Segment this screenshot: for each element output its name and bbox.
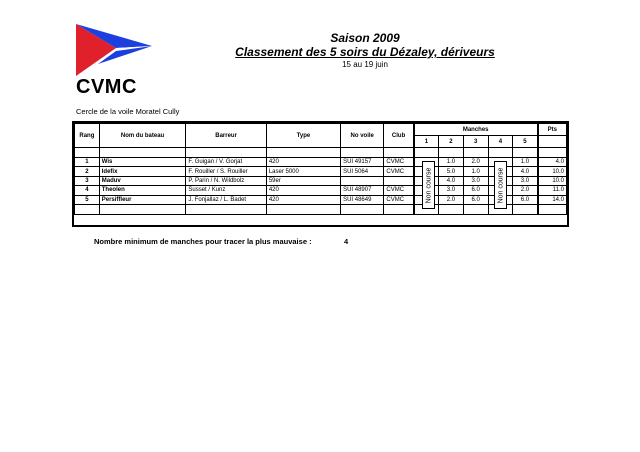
no-voile: SUI 48907 bbox=[341, 186, 384, 195]
manche-3-value: 1.0 bbox=[463, 167, 488, 176]
rang: 3 bbox=[75, 176, 100, 185]
table-row bbox=[75, 158, 567, 167]
results-table bbox=[72, 121, 569, 227]
title-block bbox=[220, 31, 510, 70]
col-voile: No voile bbox=[341, 124, 384, 148]
rang: 2 bbox=[75, 167, 100, 176]
table-row bbox=[75, 176, 567, 185]
footer-label: Nombre minimum de manches pour tracer la plus mauvaise : bbox=[94, 237, 312, 246]
pts: 4.0 bbox=[538, 158, 567, 167]
manche-3: 3 bbox=[463, 136, 488, 148]
barreur: F. Rouiller / S. Rouiller bbox=[186, 167, 266, 176]
col-bateau: Nom du bateau bbox=[99, 124, 186, 148]
club: CVMC bbox=[384, 167, 414, 176]
table-row bbox=[75, 186, 567, 195]
type: 420 bbox=[266, 158, 340, 167]
manche-5-value: 1.0 bbox=[513, 158, 538, 167]
pts: 14.0 bbox=[538, 195, 567, 204]
col-club: Club bbox=[384, 124, 414, 148]
type: 59er bbox=[266, 176, 340, 185]
no-voile: SUI 5064 bbox=[341, 167, 384, 176]
footer-value: 4 bbox=[344, 237, 349, 246]
manche-3-value: 2.0 bbox=[463, 158, 488, 167]
manche-4: 4 bbox=[488, 136, 513, 148]
non-course-label: Non course bbox=[497, 167, 505, 203]
manche-1: 1 bbox=[414, 136, 439, 148]
col-type: Type bbox=[266, 124, 340, 148]
spacer-row bbox=[75, 204, 567, 214]
bateau: Idefix bbox=[99, 167, 186, 176]
pts: 11.0 bbox=[538, 186, 567, 195]
manche-2-value: 5.0 bbox=[439, 167, 464, 176]
rang: 4 bbox=[75, 186, 100, 195]
manche-5-value: 3.0 bbox=[513, 176, 538, 185]
club: CVMC bbox=[384, 158, 414, 167]
pts: 10.0 bbox=[538, 167, 567, 176]
barreur: P. Parin / N. Wildbolz bbox=[186, 176, 266, 185]
table-row bbox=[75, 195, 567, 204]
no-voile bbox=[341, 176, 384, 185]
type: 420 bbox=[266, 195, 340, 204]
rang: 5 bbox=[75, 195, 100, 204]
col-barreur: Barreur bbox=[186, 124, 266, 148]
date-range: 15 au 19 juin bbox=[342, 60, 388, 69]
org-short-name: CVMC bbox=[76, 76, 137, 98]
pts: 10.0 bbox=[538, 176, 567, 185]
manche-2: 2 bbox=[439, 136, 464, 148]
manche-5: 5 bbox=[513, 136, 538, 148]
org-full-name: Cercle de la voile Moratel Cully bbox=[76, 107, 180, 116]
table-row bbox=[75, 167, 567, 176]
barreur: Susset / Kunz bbox=[186, 186, 266, 195]
manche-5-value: 2.0 bbox=[513, 186, 538, 195]
bateau: Persiffleur bbox=[99, 195, 186, 204]
col-rang: Rang bbox=[75, 124, 100, 148]
no-voile: SUI 49157 bbox=[341, 158, 384, 167]
cvmc-logo bbox=[74, 24, 154, 76]
manche-2-value: 1.0 bbox=[439, 158, 464, 167]
type: Laser 5000 bbox=[266, 167, 340, 176]
non-course-manche-1 bbox=[422, 161, 435, 209]
no-voile: SUI 48649 bbox=[341, 195, 384, 204]
pts-blank bbox=[538, 136, 567, 148]
club: CVMC bbox=[384, 186, 414, 195]
rang: 1 bbox=[75, 158, 100, 167]
manche-2-value: 3.0 bbox=[439, 186, 464, 195]
club: CVMC bbox=[384, 195, 414, 204]
ranking-title: Classement des 5 soirs du Dézaley, dériveurs bbox=[235, 45, 495, 59]
col-pts: Pts bbox=[538, 124, 567, 136]
bateau: Theolen bbox=[99, 186, 186, 195]
manche-5-value: 6.0 bbox=[513, 195, 538, 204]
header-row bbox=[75, 124, 567, 136]
bateau: Maduv bbox=[99, 176, 186, 185]
bateau: Wis bbox=[99, 158, 186, 167]
type: 420 bbox=[266, 186, 340, 195]
manche-3-value: 6.0 bbox=[463, 186, 488, 195]
barreur: F. Guigan / V. Gorjat bbox=[186, 158, 266, 167]
season-title: Saison 2009 bbox=[330, 31, 400, 45]
non-course-label: Non course bbox=[425, 167, 433, 203]
col-manches: Manches bbox=[414, 124, 538, 136]
manche-3-value: 3.0 bbox=[463, 176, 488, 185]
manche-3-value: 6.0 bbox=[463, 195, 488, 204]
barreur: J. Fonjallaz / L. Badet bbox=[186, 195, 266, 204]
manche-2-value: 2.0 bbox=[439, 195, 464, 204]
spacer-row bbox=[75, 148, 567, 158]
manche-5-value: 4.0 bbox=[513, 167, 538, 176]
non-course-manche-4 bbox=[494, 161, 507, 209]
club bbox=[384, 176, 414, 185]
manche-2-value: 4.0 bbox=[439, 176, 464, 185]
